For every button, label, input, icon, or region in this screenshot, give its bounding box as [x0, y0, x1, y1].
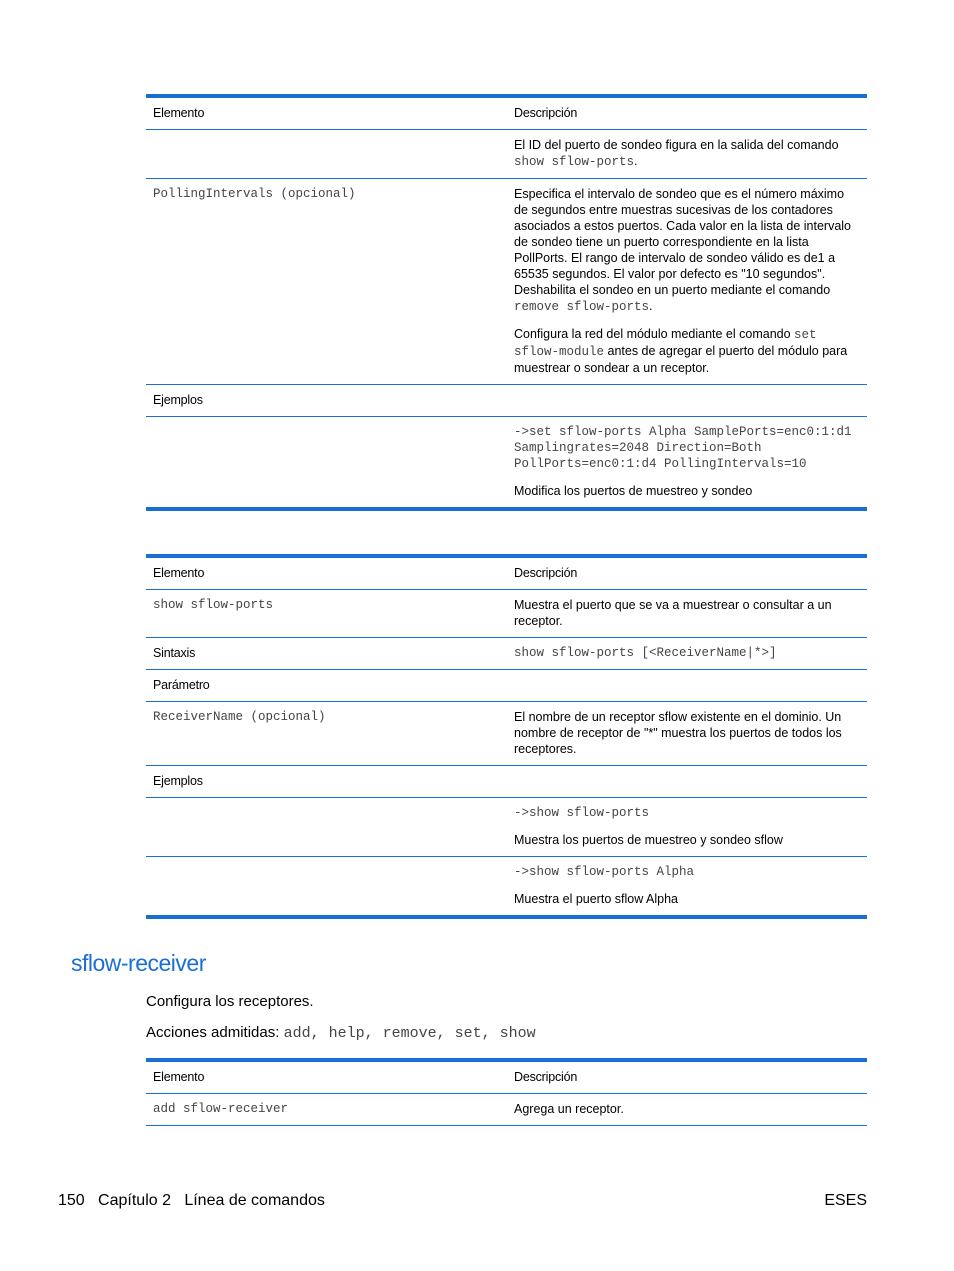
supported-actions: Acciones admitidas: add, help, remove, set, show	[146, 1024, 536, 1042]
example-cell	[507, 798, 867, 857]
syntax-label: Sintaxis	[153, 646, 196, 660]
syntax-value: show sflow-ports [<ReceiverName|*>]	[514, 646, 777, 660]
parameter-label: Parámetro	[153, 678, 210, 692]
example-description: Muestra los puertos de muestreo y sondeo sflow	[514, 833, 783, 847]
table-row	[146, 590, 867, 638]
table-row	[146, 798, 867, 857]
chapter-label: Capítulo 2	[98, 1192, 171, 1209]
command-description: Agrega un receptor.	[514, 1102, 624, 1116]
chapter-title: Línea de comandos	[184, 1192, 325, 1209]
parameter-description: El nombre de un receptor sflow existente en el dominio. Un nombre de receptor de "*" muestra los puertos de todos los receptores.	[514, 710, 842, 756]
column-header-descripcion: Descripción	[514, 106, 578, 120]
supported-actions-list: add, help, remove, set, show	[283, 1025, 536, 1042]
table-row	[146, 638, 867, 670]
table-row	[146, 702, 867, 766]
command-description: Muestra el puerto que se va a muestrear o consultar a un receptor.	[514, 598, 832, 628]
table-header-row	[146, 96, 867, 130]
parameter-name: PollingIntervals (opcional)	[153, 187, 356, 201]
example-cell	[507, 857, 867, 918]
table-row	[146, 857, 867, 918]
column-header-elemento: Elemento	[153, 1070, 205, 1084]
example-code: ->show sflow-ports	[514, 806, 650, 820]
table-header-row	[146, 556, 867, 590]
table-row	[146, 130, 867, 179]
sflow-receiver-table	[146, 1058, 867, 1126]
example-cell	[507, 417, 867, 510]
table-row	[146, 766, 867, 798]
table-row	[146, 417, 867, 510]
sflow-ports-set-table	[146, 94, 867, 511]
example-code: ->show sflow-ports Alpha	[514, 865, 695, 879]
example-code: ->set sflow-ports Alpha SamplePorts=enc0:1:d1 Samplingrates=2048 Direction=Both PollPorts=enc0:1:d4 PollingIntervals=10	[514, 425, 852, 471]
row-description-cell: El ID del puerto de sondeo figura en la salida del comando show sflow-ports.	[514, 138, 839, 169]
locale-code: ESES	[824, 1192, 867, 1209]
table-row	[146, 179, 867, 385]
example-description: Muestra el puerto sflow Alpha	[514, 892, 678, 906]
row-element-cell	[146, 130, 507, 179]
column-header-descripcion: Descripción	[514, 1070, 578, 1084]
examples-label: Ejemplos	[153, 393, 203, 407]
column-header-elemento: Elemento	[153, 566, 205, 580]
supported-actions-label: Acciones admitidas	[146, 1024, 276, 1041]
command-name: add sflow-receiver	[153, 1102, 289, 1116]
column-header-elemento: Elemento	[153, 106, 205, 120]
parameter-name: ReceiverName (opcional)	[153, 710, 326, 724]
parameter-description: Especifica el intervalo de sondeo que es el número máximo de segundos entre muestras sucesivas de los contadores asociados a estos puertos. Cada valor en la lista de intervalo de sondeo tiene un puerto correspondiente en la lista PollPorts. El rango de intervalo de sondeo válido es de1 a 65535 segundos. El valor por defecto es "10 segundos". Deshabilita el sondeo en un puerto mediante el comando remove sflow-ports. Configura la red del módulo mediante el comando set sflow-module antes de agregar el puerto del módulo para muestrear o sondear a un receptor.	[514, 187, 851, 375]
example-description: Modifica los puertos de muestreo y sondeo	[514, 484, 753, 498]
column-header-descripcion: Descripción	[514, 566, 578, 580]
section-description: Configura los receptores.	[146, 993, 314, 1010]
table-row	[146, 385, 867, 417]
section-title: sflow-receiver	[71, 950, 206, 976]
page-number: 150	[58, 1192, 85, 1209]
page-footer-left	[58, 1192, 325, 1210]
table-row	[146, 670, 867, 702]
show-sflow-ports-table	[146, 554, 867, 919]
table-header-row	[146, 1060, 867, 1094]
command-name: show sflow-ports	[153, 598, 274, 612]
examples-label: Ejemplos	[153, 774, 203, 788]
table-row	[146, 1094, 867, 1126]
